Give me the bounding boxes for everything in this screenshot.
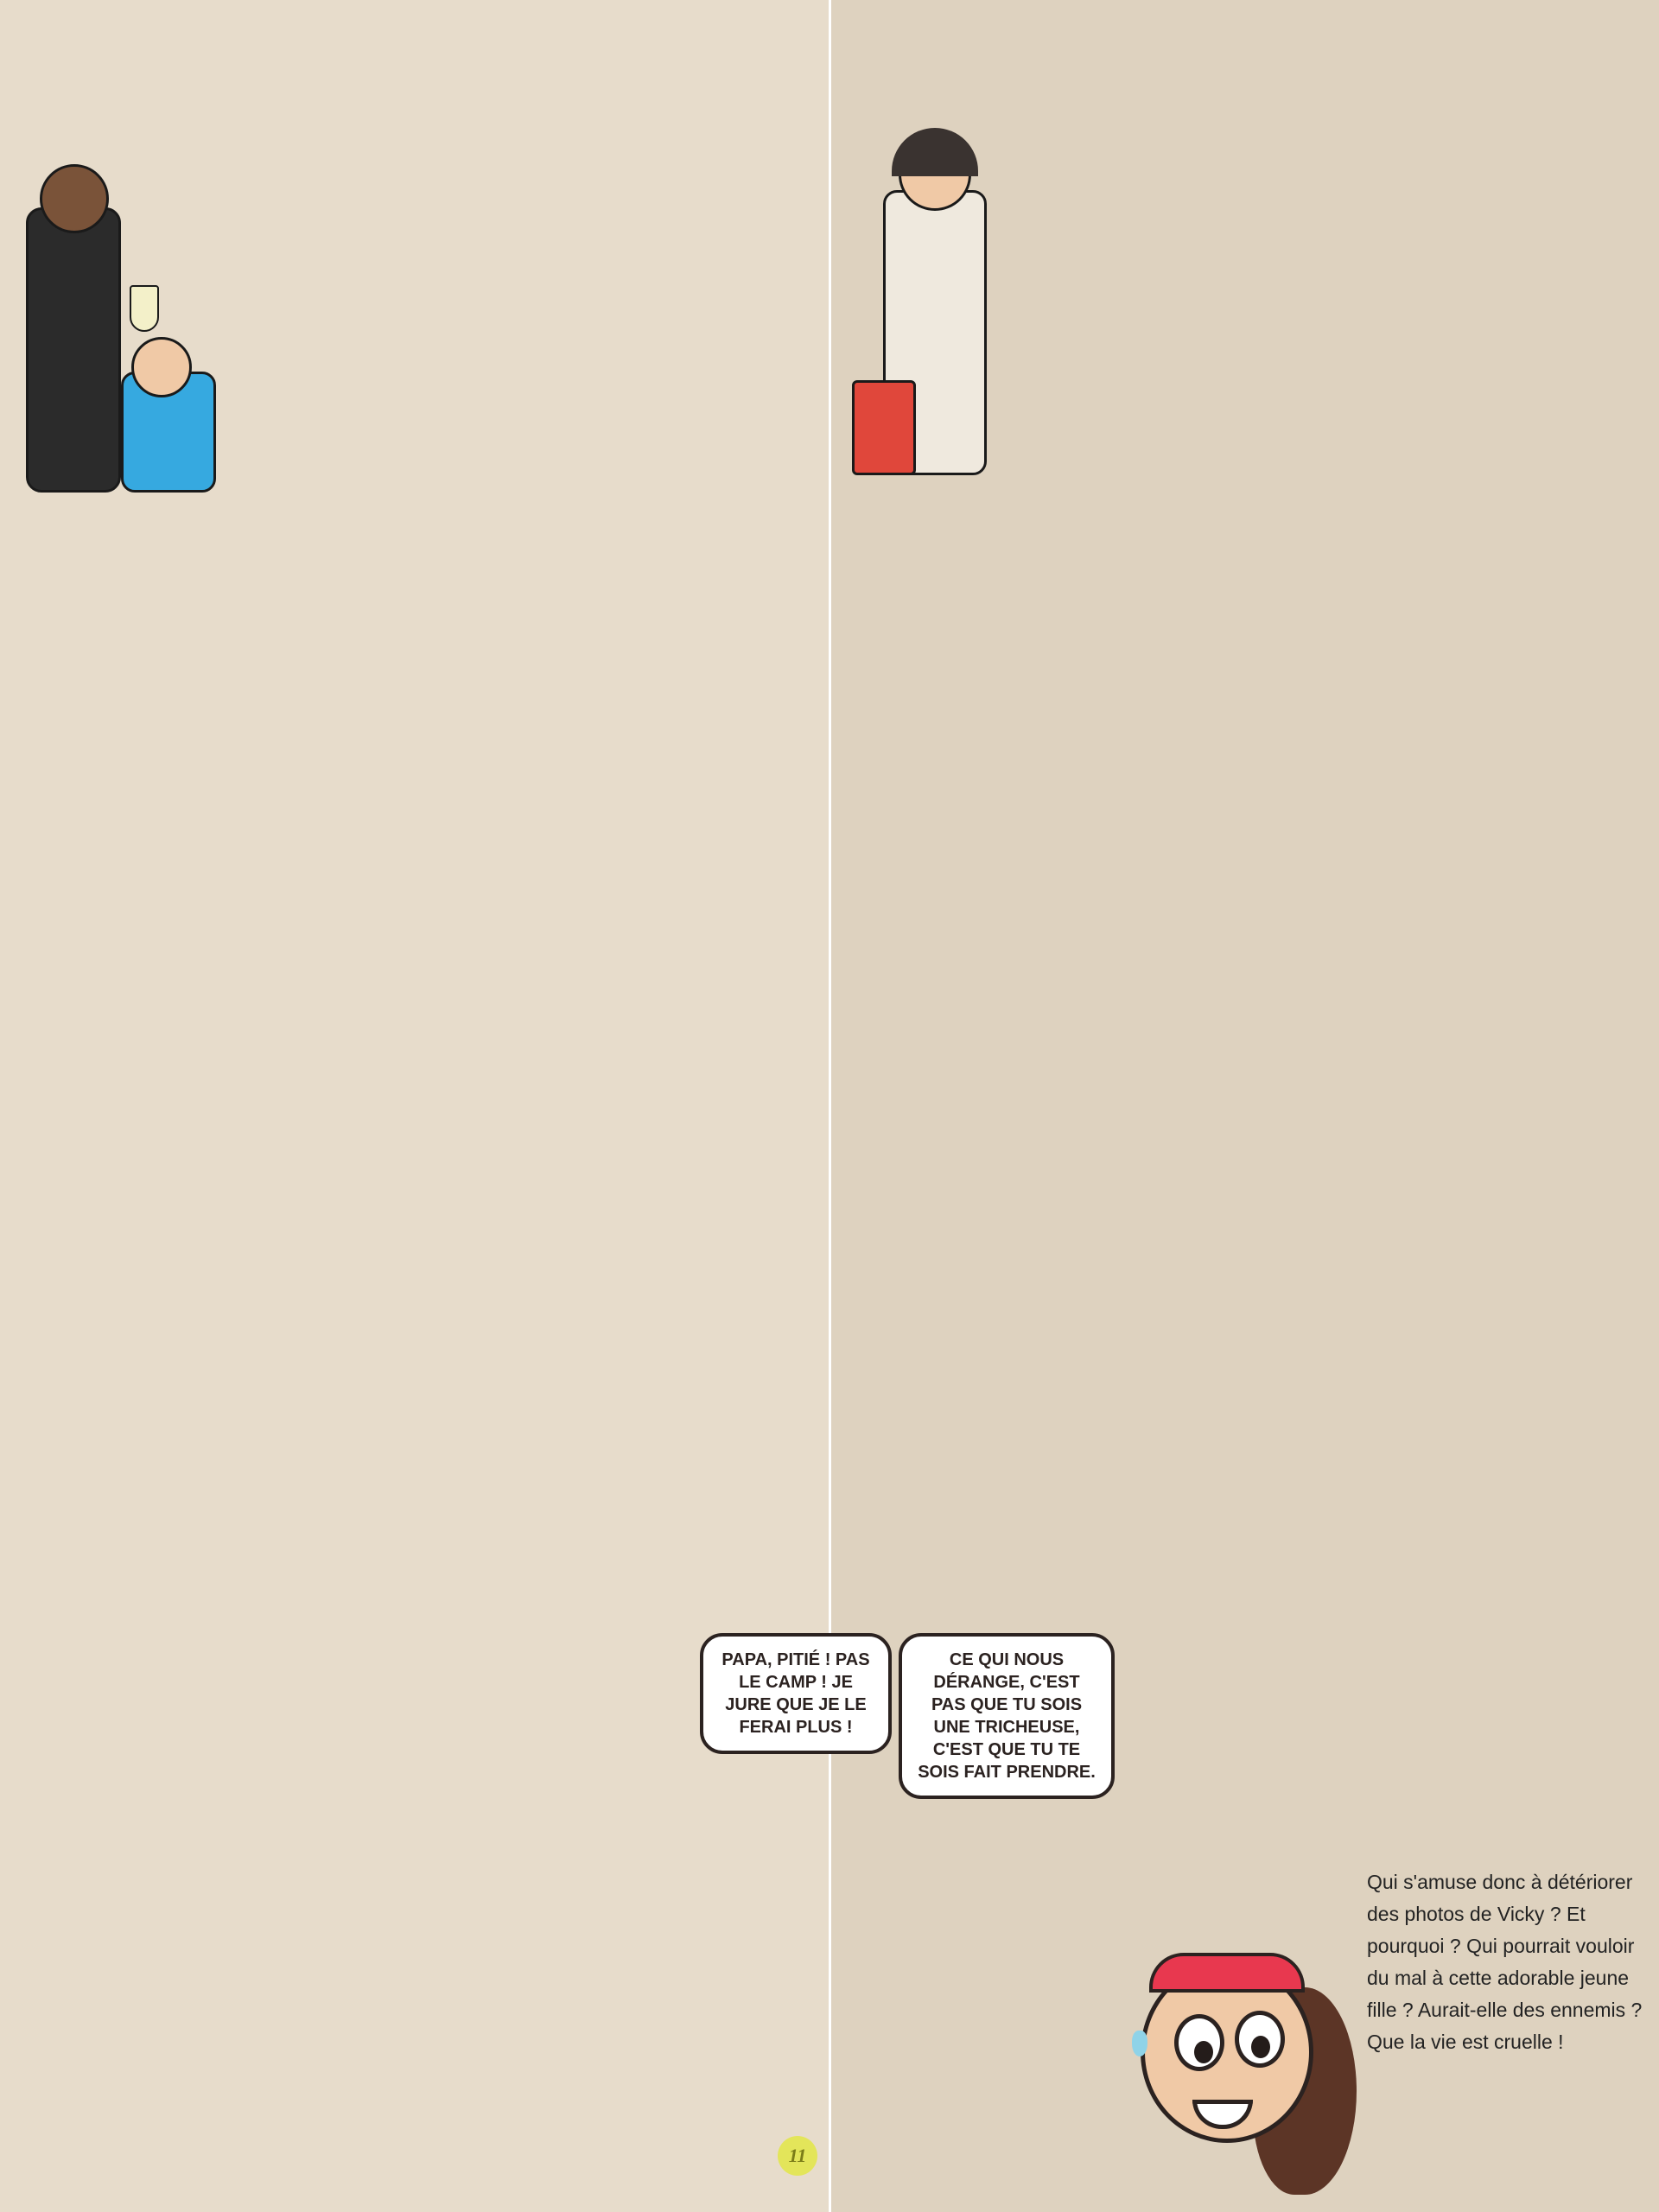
sweat-drop-icon — [1132, 2031, 1147, 2056]
page-number: 11 — [778, 2136, 817, 2176]
wine-glass-icon — [130, 285, 159, 332]
closing-paragraph: Qui s'amuse donc à détériorer des photos de Vicky ? Et pourquoi ? Qui pourrait vouloir du mal à cette adorable jeune fille ? Aurait-elle des ennemis ? Que la vie est cruelle ! — [1367, 1871, 1643, 2053]
headband — [1149, 1953, 1305, 1993]
pupil-left — [1194, 2041, 1213, 2063]
vicky-kneeling-head — [131, 337, 192, 397]
pupil-right — [1251, 2036, 1270, 2058]
father-body — [26, 207, 121, 493]
father-head — [40, 164, 109, 233]
speech-bubble-kitchen-1: PAPA, PITIÉ ! PAS LE CAMP ! JE JURE QUE JE LE FERAI PLUS ! — [700, 1633, 892, 1754]
comic-panel-kitchen — [0, 588, 484, 1158]
eye-left — [1174, 2014, 1224, 2071]
eye-right — [1235, 2011, 1285, 2068]
illustration-sad-vicky — [1123, 1927, 1365, 2212]
speech-bubble-kitchen-2: CE QUI NOUS DÉRANGE, C'EST PAS QUE TU SOIS UNE TRICHEUSE, C'EST QUE TU TE SOIS FAIT PRENDRE. — [899, 1633, 1115, 1799]
mother-hair — [892, 128, 978, 176]
cereal-box — [852, 380, 916, 475]
